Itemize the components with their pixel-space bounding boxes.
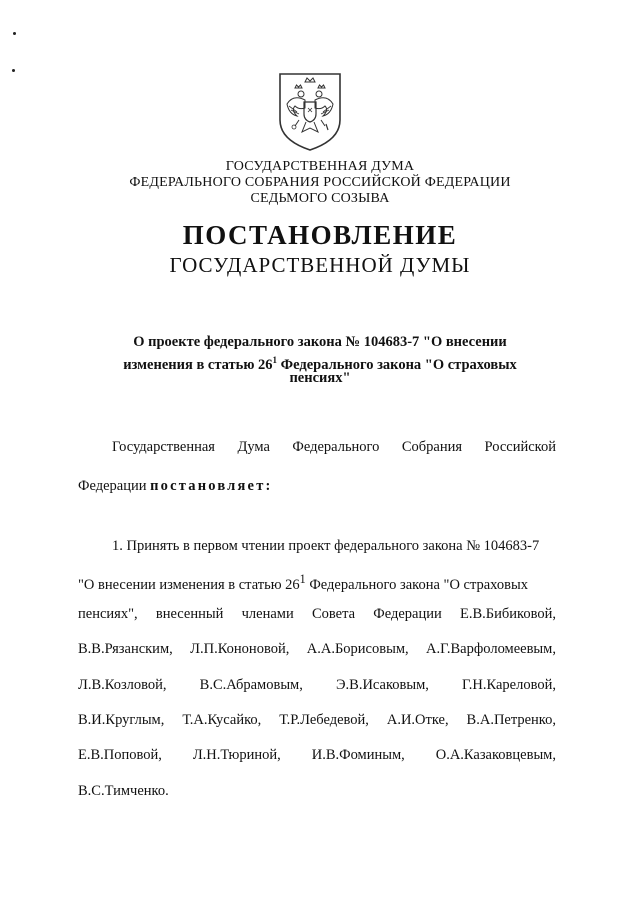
point1-line-3: пенсиях", внесенный членами Совета Федерации Е.В.Бибиковой, [78, 606, 556, 622]
header-line-convocation: СЕДЬМОГО СОЗЫВА [250, 191, 390, 206]
emblem-icon [275, 70, 345, 154]
subject-line-2: изменения в статью $26^1$ Федерального закона "О страховых [123, 355, 517, 373]
header-line-assembly: ФЕДЕРАЛЬНОГО СОБРАНИЯ РОССИЙСКОЙ ФЕДЕРАЦИИ [129, 175, 511, 190]
point1-line-5: Л.В.Козловой, В.С.Абрамовым, Э.В.Исаковым, Г.Н.Кареловой, [78, 677, 556, 693]
point1-line-6: В.И.Круглым, Т.А.Кусайко, Т.Р.Лебедевой, А.И.Отке, В.А.Петренко, [78, 712, 556, 728]
document-subtitle: ГОСУДАРСТВЕННОЙ ДУМЫ [169, 253, 471, 277]
scan-speck [13, 32, 16, 35]
subject-line-1: О проекте федерального закона № 104683-7 "О внесении [133, 334, 507, 350]
point1-line-1: 1. Принять в первом чтении проект федерального закона № 104683-7 [112, 538, 540, 554]
subject-line-3: пенсиях" [289, 370, 351, 386]
point1-line-2: "О внесении изменения в статью $26^1$ Федерального закона "О страховых [78, 572, 528, 593]
header-line-duma: ГОСУДАРСТВЕННАЯ ДУМА [225, 159, 415, 174]
point1-line-7: Е.В.Поповой, Л.Н.Тюриной, И.В.Фоминым, О.А.Казаковцевым, [78, 747, 556, 763]
point1-line-8: В.С.Тимченко. [78, 783, 169, 799]
scan-speck [12, 69, 15, 72]
decree-verb: постановляет: [150, 478, 273, 494]
document-title: ПОСТАНОВЛЕНИЕ [182, 220, 458, 250]
preamble-line-2: Федерации постановляет: [78, 478, 273, 494]
point1-line-4: В.В.Рязанским, Л.П.Кононовой, А.А.Борисовым, А.Г.Варфоломеевым, [78, 641, 556, 657]
preamble-line-1: Государственная Дума Федерального Собрания Российской [112, 439, 556, 455]
